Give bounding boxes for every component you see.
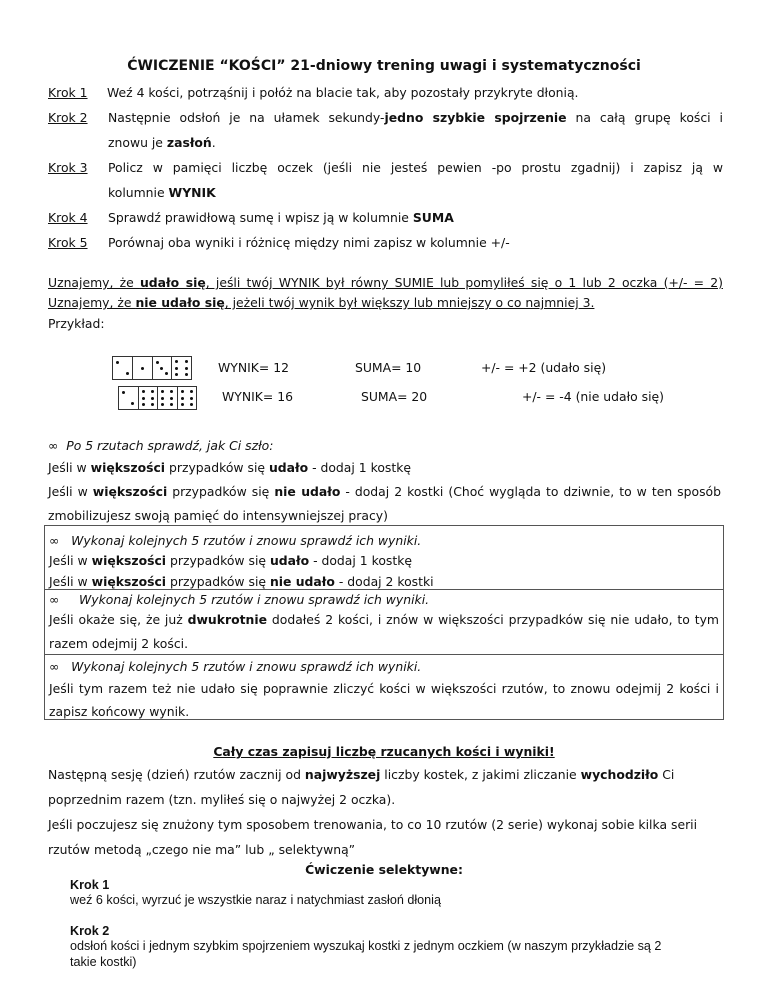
rule-success: Uznajemy, że udało się, jeśli twój WYNIK był równy SUMIE lub pomyliłeś się o 1 lub 2 oczka (+/- = 2) bbox=[48, 275, 723, 290]
step-3-label: Krok 3 bbox=[48, 160, 88, 175]
box-2-head: ∞ Wykonaj kolejnych 5 rzutów i znowu sprawdź ich wyniki. bbox=[49, 592, 430, 607]
die-face-icon bbox=[178, 387, 197, 409]
box-2-line-2: razem odejmij 2 kości. bbox=[49, 636, 189, 651]
selective-heading: Ćwiczenie selektywne: bbox=[305, 862, 463, 877]
example-1-suma: SUMA= 10 bbox=[355, 360, 422, 375]
box-2-line-1: Jeśli okaże się, że już dwukrotnie dodałeś 2 kości, i znów w większości przypadków się nie udało, to tym bbox=[49, 612, 719, 627]
example-1-wynik: WYNIK= 12 bbox=[218, 360, 289, 375]
next-session-line-2: poprzednim razem (tzn. myliłeś się o najwyżej 2 oczka). bbox=[48, 792, 396, 807]
box-series-4 bbox=[44, 654, 724, 720]
check-after-5: ∞ Po 5 rzutach sprawdź, jak Ci szło: bbox=[48, 438, 274, 453]
next-session-line-3: Jeśli poczujesz się znużony tym sposobem trenowania, to co 10 rzutów (2 serie) wykonaj sobie kilka serii bbox=[48, 817, 698, 832]
example-label: Przykład: bbox=[48, 316, 105, 331]
box-3-line-2: zapisz końcowy wynik. bbox=[49, 704, 190, 719]
rule-add-2: Jeśli w większości przypadków się nie udało - dodaj 2 kostki (Choć wygląda to dziwnie, to w ten sposób bbox=[48, 484, 721, 499]
sel-step-2-label: Krok 2 bbox=[70, 924, 110, 938]
step-5-label: Krok 5 bbox=[48, 235, 88, 250]
die-face-icon bbox=[139, 387, 159, 409]
sel-step-2-text-1: odsłoń kości i jednym szybkim spojrzeniem wyszukaj kostki z jednym oczkiem (w naszym przykładzie są 2 bbox=[70, 939, 662, 953]
footer-heading: Cały czas zapisuj liczbę rzucanych kości i wyniki! bbox=[213, 744, 555, 759]
box-series-2 bbox=[44, 525, 724, 590]
box-series-3 bbox=[44, 589, 724, 655]
sel-step-1-text: weź 6 kości, wyrzuć je wszystkie naraz i natychmiast zasłoń dłonią bbox=[70, 893, 441, 907]
step-2-line-1: Następnie odsłoń je na ułamek sekundy-jedno szybkie spojrzenie na całą grupę kości i bbox=[108, 110, 723, 125]
die-face-icon bbox=[172, 357, 191, 379]
die-face-icon bbox=[133, 357, 153, 379]
bullet-icon: ∞ bbox=[49, 659, 60, 674]
next-session-line-4: rzutów metodą „czego nie ma” lub „ selektywną” bbox=[48, 842, 356, 857]
sel-step-1-label: Krok 1 bbox=[70, 878, 110, 892]
example-2-wynik: WYNIK= 16 bbox=[222, 389, 293, 404]
box-1-rule-b: Jeśli w większości przypadków się nie udało - dodaj 2 kostki bbox=[49, 574, 434, 589]
step-4-label: Krok 4 bbox=[48, 210, 88, 225]
box-3-head: ∞ Wykonaj kolejnych 5 rzutów i znowu sprawdź ich wyniki. bbox=[49, 659, 422, 674]
bullet-icon: ∞ bbox=[49, 533, 60, 548]
die-face-icon bbox=[119, 387, 139, 409]
next-session-line-1: Następną sesję (dzień) rzutów zacznij od najwyższej liczby kostek, z jakimi zliczanie wychodziło Ci bbox=[48, 767, 675, 782]
page-title: ĆWICZENIE “KOŚCI” 21-dniowy trening uwagi i systematyczności bbox=[127, 58, 641, 74]
box-3-line-1: Jeśli tym razem też nie udało się poprawnie zliczyć kości w większości rzutów, to znowu odejmij 2 kości i bbox=[49, 681, 719, 696]
example-2-diff: +/- = -4 (nie udało się) bbox=[522, 389, 664, 404]
bullet-icon: ∞ bbox=[48, 438, 59, 453]
step-2-label: Krok 2 bbox=[48, 110, 88, 125]
step-1-text: Weź 4 kości, potrząśnij i połóż na blacie tak, aby pozostały przykryte dłonią. bbox=[107, 85, 579, 100]
step-2-line-2: znowu je zasłoń. bbox=[108, 135, 216, 150]
example-1-diff: +/- = +2 (udało się) bbox=[481, 360, 607, 375]
dice-image-1 bbox=[112, 356, 192, 380]
die-face-icon bbox=[113, 357, 133, 379]
sel-step-2-text-2: takie kostki) bbox=[70, 955, 137, 969]
example-2-suma: SUMA= 20 bbox=[361, 389, 428, 404]
step-1-label: Krok 1 bbox=[48, 85, 88, 100]
dice-image-2 bbox=[118, 386, 197, 410]
rule-failure: Uznajemy, że nie udało się, jeżeli twój wynik był większy lub mniejszy o co najmniej 3. bbox=[48, 295, 595, 310]
step-3-line-2: kolumnie WYNIK bbox=[108, 185, 216, 200]
box-1-rule-a: Jeśli w większości przypadków się udało - dodaj 1 kostkę bbox=[49, 553, 413, 568]
step-5-text: Porównaj oba wyniki i różnicę między nimi zapisz w kolumnie +/- bbox=[108, 235, 510, 250]
step-3-line-1: Policz w pamięci liczbę oczek (jeśli nie jesteś pewien -po prostu zgadnij) i zapisz ją w bbox=[108, 160, 723, 175]
bullet-icon: ∞ bbox=[49, 592, 60, 607]
die-face-icon bbox=[158, 387, 178, 409]
rule-add-1: Jeśli w większości przypadków się udało - dodaj 1 kostkę bbox=[48, 460, 412, 475]
rule-add-2-cont: zmobilizujesz swoją pamięć do intensywniejszej pracy) bbox=[48, 508, 388, 523]
die-face-icon bbox=[153, 357, 173, 379]
box-1-head: ∞ Wykonaj kolejnych 5 rzutów i znowu sprawdź ich wyniki. bbox=[49, 533, 422, 548]
step-4-text: Sprawdź prawidłową sumę i wpisz ją w kolumnie SUMA bbox=[108, 210, 454, 225]
